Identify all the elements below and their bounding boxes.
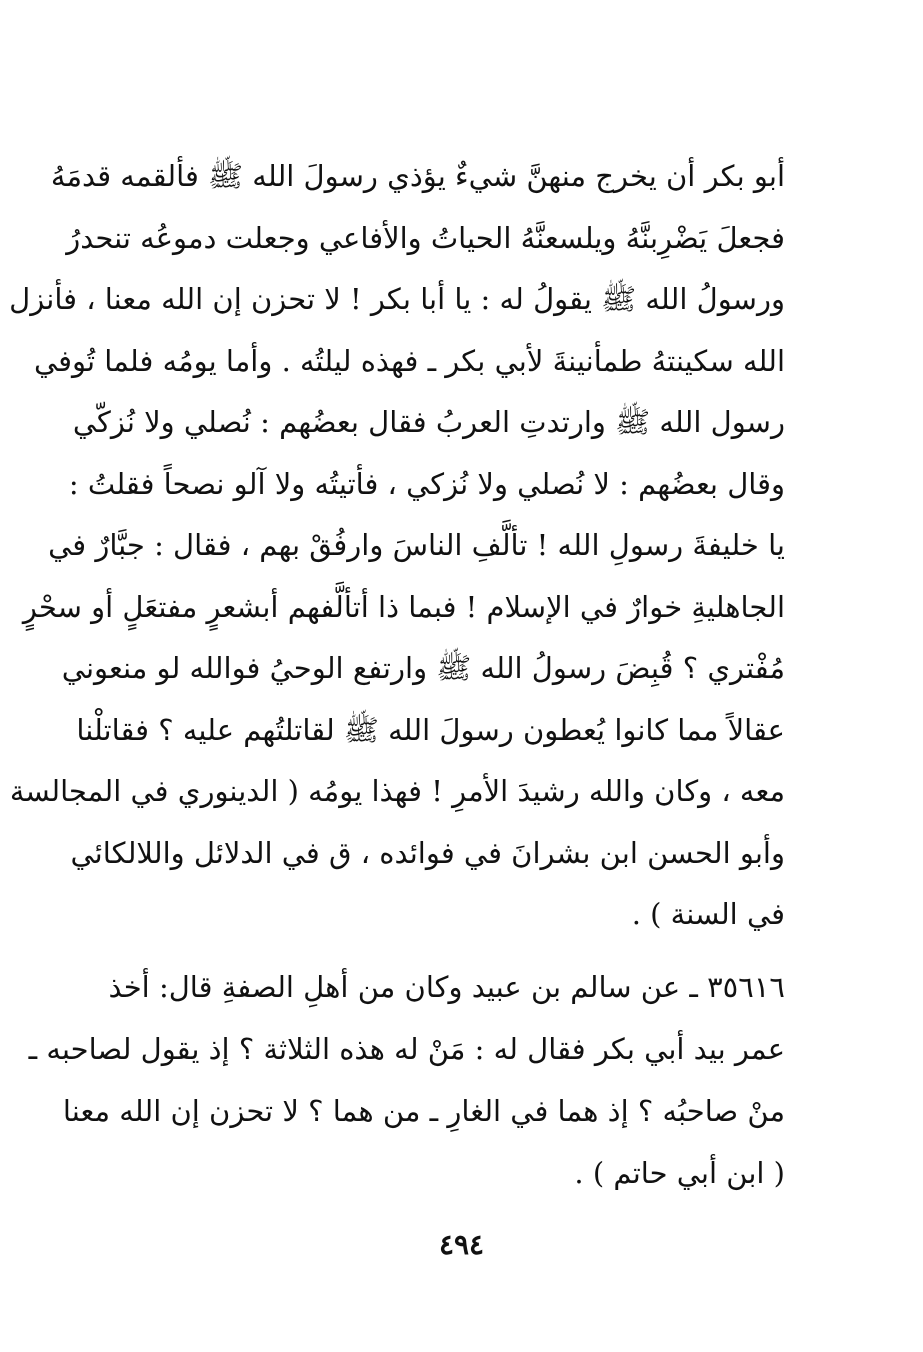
text-line: ( ابن أبي حاتم ) . (574, 1156, 785, 1190)
text-line: مُفْتري ؟ قُبِضَ رسولُ الله ﷺ وارتفع الوحيُ فوالله لو منعوني (61, 651, 785, 685)
text-line: الجاهليةِ خوارٌ في الإسلام ! فبما ذا أتألَّفهم أبشعرٍ مفتعَلٍ أو سحْرٍ (22, 589, 785, 624)
paragraph-2 (28, 956, 785, 1204)
text-line: يا خليفةَ رسولِ الله ! تألَّفِ الناسَ وارفُقْ بهم ، فقال : جبَّارٌ في (48, 528, 785, 562)
text-line: أبو بكر أن يخرج منهنَّ شيءٌ يؤذي رسولَ الله ﷺ فألقمه قدمَهُ (50, 159, 785, 193)
text-line: منْ صاحبُه ؟ إذ هما في الغارِ ـ من هما ؟ لا تحزن إن الله معنا (62, 1094, 785, 1128)
text-line: عقالاً مما كانوا يُعطون رسولَ الله ﷺ لقاتلتُهم عليه ؟ فقاتلْنا (76, 712, 785, 747)
text-line: معه ، وكان والله رشيدَ الأمرِ ! فهذا يومُه ( الدينوري في المجالسة (9, 774, 785, 808)
text-line: وأبو الحسن ابن بشرانَ في فوائده ، ق في الدلائل واللالكائي (70, 835, 785, 870)
text-line: عمر بيد أبي بكر فقال له : مَنْ له هذه الثلاثة ؟ إذ يقول لصاحبه ـ (28, 1032, 785, 1066)
text-line: في السنة ) . (631, 897, 785, 931)
text-line: رسول الله ﷺ وارتدتِ العربُ فقال بعضُهم : نُصلي ولا نُزكّي (72, 405, 785, 439)
page-number: ٤٩٤ (438, 1228, 485, 1261)
paragraph-1 (9, 146, 785, 946)
text-line: وقال بعضُهم : لا نُصلي ولا نُزكي ، فأتيتُه ولا آلو نصحاً فقلتُ : (68, 466, 785, 501)
text-line: فجعلَ يَضْرِبنَّهُ ويلسعنَّهُ الحياتُ والأفاعي وجعلت دموعُه تنحدرُ (66, 220, 785, 255)
text-line: الله سكينتهُ طمأنينةَ لأبي بكر ـ فهذه ليلتُه . وأما يومُه فلما تُوفي (33, 343, 785, 378)
text-line: ورسولُ الله ﷺ يقولُ له : يا أبا بكر ! لا تحزن إن الله معنا ، فأنزل (9, 282, 785, 316)
text-line: ٣٥٦١٦ ـ عن سالم بن عبيد وكان من أهلِ الصفةِ قال: أخذ (108, 970, 785, 1004)
